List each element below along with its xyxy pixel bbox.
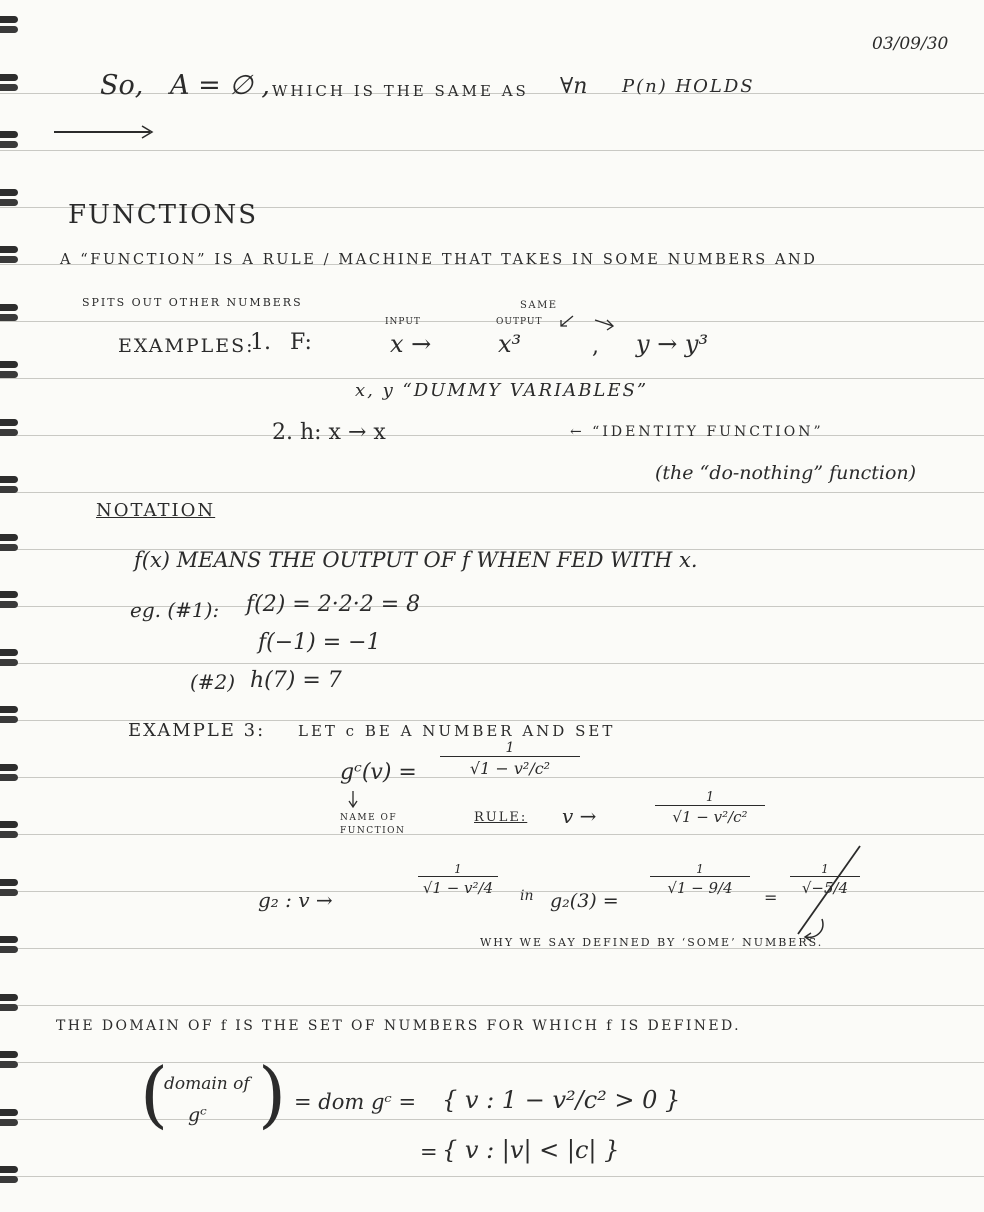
g2-fraction-numerator: 1 bbox=[454, 862, 462, 876]
rule-label: RULE: bbox=[474, 810, 528, 825]
page-date: 03/09/30 bbox=[872, 34, 949, 54]
dom-equals-2: = bbox=[420, 1140, 438, 1164]
example-2-identity: 2. h: x → x bbox=[272, 420, 386, 445]
intro-a-empty: A = ∅ , bbox=[170, 70, 270, 101]
example-1-x: x → bbox=[390, 330, 432, 358]
example-3-text: LET c BE A NUMBER AND SET bbox=[298, 722, 616, 740]
spiral-ring bbox=[0, 647, 20, 669]
spiral-ring bbox=[0, 244, 20, 266]
g2-3-fraction-numerator: 1 bbox=[696, 862, 704, 876]
dom-set-2: { v : |v| < |c| } bbox=[442, 1136, 620, 1164]
spiral-ring bbox=[0, 302, 20, 324]
spiral-ring bbox=[0, 704, 20, 726]
g2-last-fraction-numerator: 1 bbox=[821, 862, 829, 876]
label-output: OUTPUT bbox=[496, 317, 543, 327]
spiral-ring bbox=[0, 877, 20, 899]
spiral-ring bbox=[0, 934, 20, 956]
intro-p-holds: P(n) HOLDS bbox=[622, 76, 755, 97]
gc-fraction bbox=[440, 740, 580, 778]
intro-so: So, bbox=[100, 70, 144, 101]
example-1-y: y → y³ bbox=[636, 330, 709, 358]
g2-of-3: g₂(3) = bbox=[550, 890, 619, 912]
spiral-ring bbox=[0, 14, 20, 36]
spiral-ring bbox=[0, 187, 20, 209]
intro-forall: ∀n bbox=[560, 74, 588, 99]
g2-fraction-denominator: √1 − v²/4 bbox=[418, 876, 498, 897]
dom-gc-equation: = dom gᶜ = bbox=[294, 1090, 417, 1114]
left-paren: ( bbox=[140, 1052, 169, 1136]
do-nothing-note: (the “do-nothing” function) bbox=[655, 462, 917, 484]
eg-label-1: eg. (#1): bbox=[130, 598, 220, 622]
rule-fraction bbox=[655, 790, 765, 826]
spiral-ring bbox=[0, 1164, 20, 1186]
g2-fraction bbox=[418, 862, 498, 897]
function-definition-line2: SPITS OUT OTHER NUMBERS bbox=[82, 296, 303, 309]
gc-of-v: gᶜ(v) = bbox=[340, 760, 417, 785]
spiral-ring bbox=[0, 359, 20, 381]
function-definition-line1: A “FUNCTION” IS A RULE / MACHINE THAT TAKES IN SOME NUMBERS AND bbox=[60, 252, 818, 268]
spiral-ring bbox=[0, 1107, 20, 1129]
spiral-ring bbox=[0, 1049, 20, 1071]
example-1-x-cubed: x³ bbox=[498, 330, 522, 358]
label-input: INPUT bbox=[385, 317, 421, 327]
spiral-ring bbox=[0, 129, 20, 151]
spiral-ring bbox=[0, 992, 20, 1014]
notation-definition: f(x) MEANS THE OUTPUT OF f WHEN FED WITH x. bbox=[134, 548, 698, 572]
dom-set-1: { v : 1 − v²/c² > 0 } bbox=[442, 1086, 681, 1114]
intro-text: WHICH IS THE SAME AS bbox=[272, 82, 529, 100]
heading-functions: FUNCTIONS bbox=[68, 200, 259, 230]
dummy-variables: x, y “DUMMY VARIABLES” bbox=[355, 380, 649, 401]
eg-f-of-2: f(2) = 2·2·2 = 8 bbox=[246, 592, 421, 617]
spiral-binding bbox=[0, 0, 26, 1212]
example-1-number: 1. bbox=[250, 330, 271, 355]
rule-fraction-denominator: √1 − v²/c² bbox=[655, 805, 765, 826]
rule-fraction-numerator: 1 bbox=[705, 790, 715, 805]
gc-fraction-denominator: √1 − v²/c² bbox=[440, 756, 580, 778]
name-of-function-note: NAME OF FUNCTION bbox=[340, 813, 406, 836]
rule-v: v → bbox=[562, 804, 597, 828]
domain-of-label: domain of bbox=[164, 1074, 250, 1094]
heading-notation: NOTATION bbox=[96, 500, 216, 521]
example-3-label: EXAMPLE 3: bbox=[128, 720, 266, 741]
g2-3-fraction bbox=[650, 862, 750, 897]
spiral-ring bbox=[0, 589, 20, 611]
gc-fraction-numerator: 1 bbox=[505, 740, 515, 756]
spiral-ring bbox=[0, 762, 20, 784]
domain-gc-label: gᶜ bbox=[188, 1104, 207, 1126]
label-same: SAME bbox=[520, 300, 558, 311]
identity-function-label: ← “IDENTITY FUNCTION” bbox=[570, 424, 824, 440]
example-1-f: F: bbox=[290, 330, 312, 355]
spiral-ring bbox=[0, 532, 20, 554]
spiral-ring bbox=[0, 417, 20, 439]
down-arrow-icon bbox=[346, 790, 360, 810]
spiral-ring bbox=[0, 72, 20, 94]
domain-definition: THE DOMAIN OF f IS THE SET OF NUMBERS FOR WHICH f IS DEFINED. bbox=[56, 1018, 741, 1034]
same-arrows-icon bbox=[555, 312, 625, 334]
arrow-icon bbox=[50, 120, 160, 140]
eg-label-2: (#2) bbox=[190, 670, 236, 694]
g2-last-fraction-denominator: √−5/4 bbox=[790, 876, 860, 897]
g2-rule: g₂ : v → bbox=[258, 888, 333, 912]
right-paren: ) bbox=[258, 1052, 287, 1136]
eg-f-of-minus-1: f(−1) = −1 bbox=[258, 630, 381, 655]
spiral-ring bbox=[0, 819, 20, 841]
examples-label: EXAMPLES: bbox=[118, 335, 255, 357]
why-defined-note: WHY WE SAY DEFINED BY ‘SOME’ NUMBERS. bbox=[480, 936, 824, 949]
g2-equals: = bbox=[764, 888, 778, 907]
g2-3-fraction-denominator: √1 − 9/4 bbox=[650, 876, 750, 897]
spiral-ring bbox=[0, 474, 20, 496]
g2-in: in bbox=[520, 888, 534, 904]
example-1-comma: , bbox=[592, 334, 599, 359]
eg-h-of-7: h(7) = 7 bbox=[250, 668, 342, 693]
